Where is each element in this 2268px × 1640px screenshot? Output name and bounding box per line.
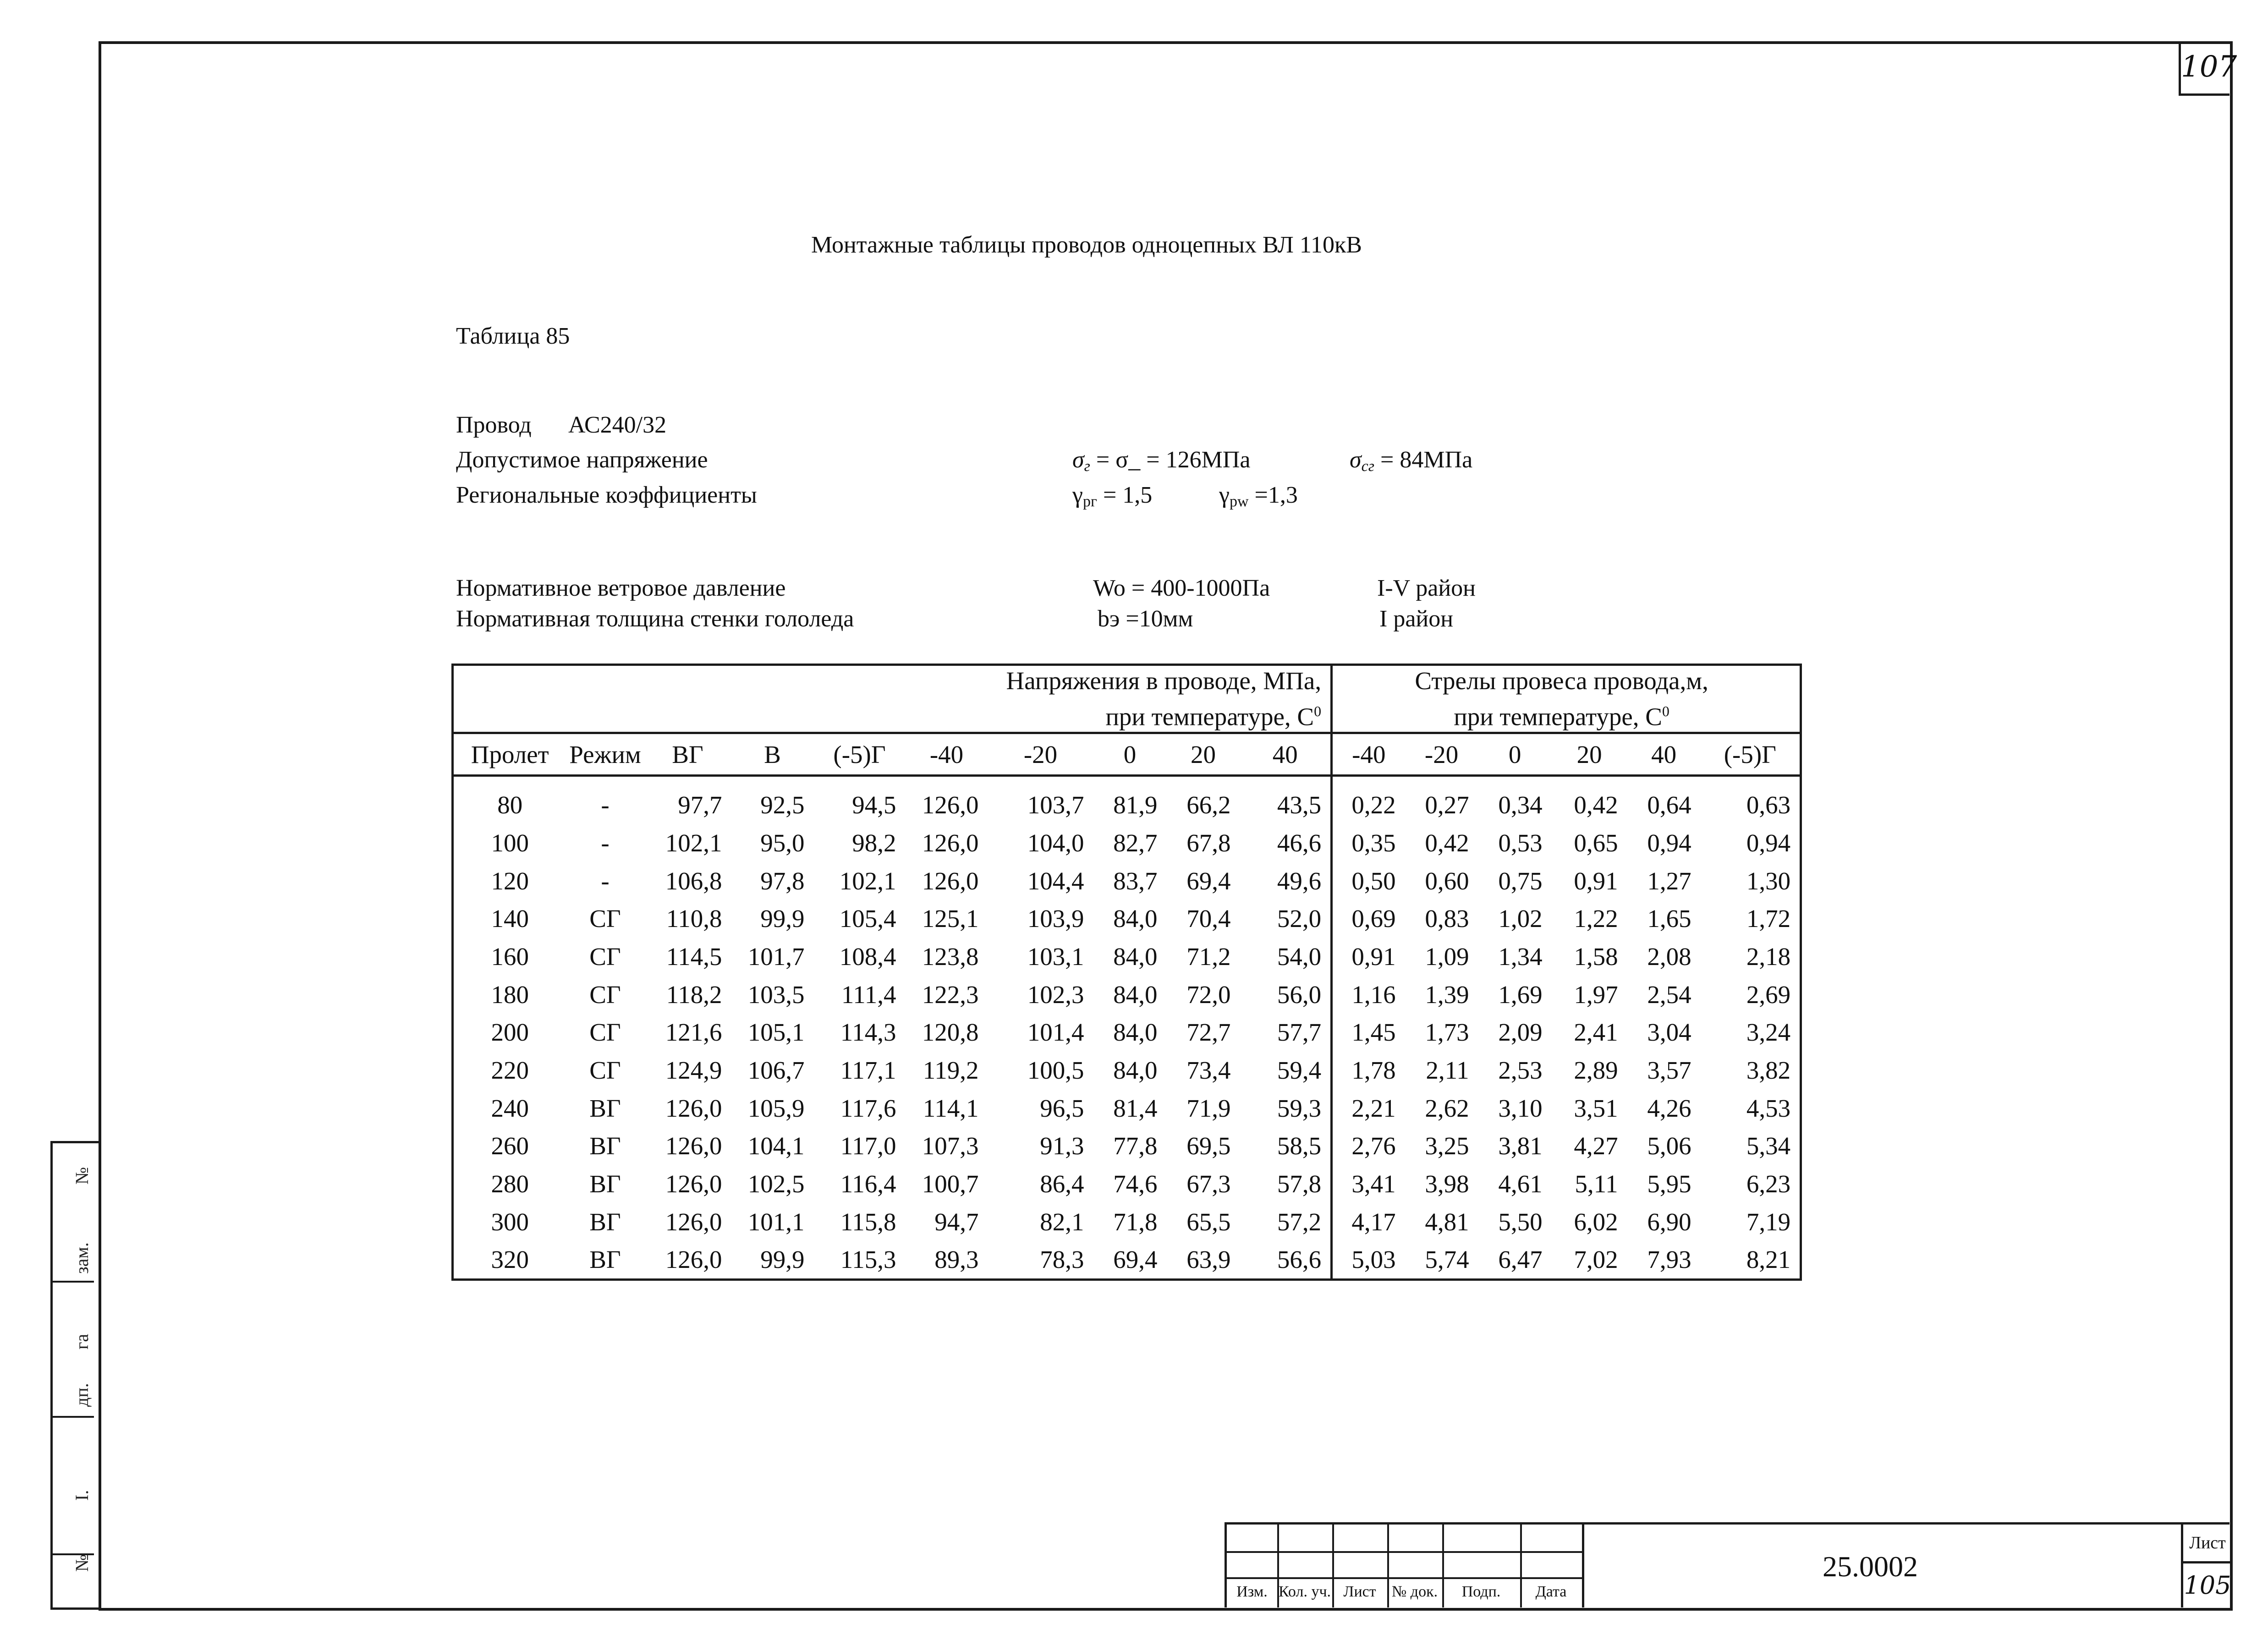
table-cell: 125,1 [922,905,979,933]
table-cell: 54,0 [1240,938,1332,976]
sag-group-line1: Стрелы провеса провода,м, [1415,667,1708,695]
table-cell: 74,6 [1113,1170,1158,1198]
table-cell: 1,22 [1574,905,1618,933]
table-cell: 6,90 [1647,1207,1691,1236]
table-cell: 240 [491,1094,529,1122]
table-cell: 71,2 [1186,942,1231,971]
table-cell: СГ [589,1056,621,1084]
table-cell: 91,3 [1040,1132,1084,1160]
table-cell: 100,7 [922,1170,979,1198]
table-cell: 66,2 [1186,791,1231,819]
ice-label: Нормативная толщина стенки гололеда [456,606,854,632]
table-cell: 4,17 [1351,1207,1396,1236]
table-cell: 4,27 [1574,1132,1618,1160]
table-cell: - [601,791,610,819]
table-cell: 115,3 [840,1245,896,1274]
table-cell: 69,4 [1186,867,1231,895]
table-cell: 115,8 [840,1207,896,1236]
table-cell: 67,8 [1186,828,1231,857]
table-cell: 160 [491,942,529,971]
table-cell: 46,6 [1240,824,1332,862]
table-cell: 320 [491,1245,529,1274]
table-cell: 2,08 [1647,942,1691,971]
table-cell: 102,3 [1027,980,1084,1009]
table-cell: 49,6 [1240,862,1332,900]
table-cell: 73,4 [1186,1056,1231,1084]
table-cell: 111,4 [841,980,896,1009]
table-cell: 57,8 [1240,1165,1332,1203]
table-cell: 126,0 [922,867,979,895]
table-cell: 5,34 [1746,1132,1791,1160]
table-cell: 0,34 [1498,791,1543,819]
table-cell: 117,1 [840,1056,896,1084]
table-row [453,1127,1801,1165]
tb-label-kol: Кол. уч. [1278,1583,1331,1600]
table-cell: - [601,828,610,857]
table-row [453,938,1801,976]
table-cell: 3,25 [1425,1132,1469,1160]
strip-label-5: I. [71,1490,92,1501]
column-header: 40 [1627,733,1701,776]
table-cell: 300 [491,1207,529,1236]
table-cell: 5,50 [1498,1207,1543,1236]
table-cell: 5,06 [1647,1132,1691,1160]
table-cell: 0,64 [1647,791,1691,819]
table-cell: 104,4 [1027,867,1084,895]
page-title: Монтажные таблицы проводов одноцепных ВЛ 110кВ [811,232,1362,258]
table-cell: 7,93 [1647,1245,1691,1274]
ice-value: bэ =10мм [1098,606,1193,632]
document-number: 25.0002 [1823,1550,1918,1583]
table-cell: 0,94 [1746,828,1791,857]
table-cell: 116,4 [840,1170,896,1198]
wind-label: Нормативное ветровое давление [456,575,786,601]
table-cell: 123,8 [922,942,979,971]
table-cell: 1,58 [1574,942,1618,971]
table-cell: 100 [491,828,529,857]
table-cell: 77,8 [1113,1132,1158,1160]
table-cell: 0,91 [1351,942,1396,971]
table-cell: 1,39 [1425,980,1469,1009]
table-cell: 2,18 [1746,942,1791,971]
table-cell: 0,63 [1746,791,1791,819]
table-cell: 2,41 [1574,1018,1618,1047]
table-cell: 1,02 [1498,905,1543,933]
table-cell: 1,72 [1746,905,1791,933]
table-cell: 5,95 [1647,1170,1691,1198]
table-cell: 118,2 [666,980,722,1009]
table-cell: 70,4 [1186,905,1231,933]
table-cell: 107,3 [922,1132,979,1160]
column-header: -40 [906,733,988,776]
table-cell: 2,69 [1746,980,1791,1009]
table-cell: 4,53 [1746,1094,1791,1122]
table-cell: 92,5 [760,791,805,819]
table-cell: 82,1 [1040,1207,1084,1236]
sag-group-line2: при температуре, $С^0$ [1454,702,1669,731]
stress-group-line2: при температуре, $С^0$ [1105,702,1322,731]
table-cell: 97,7 [678,791,722,819]
table-cell: 103,1 [1027,942,1084,971]
title-block [1225,1522,2230,1607]
table-cell: 101,4 [1027,1018,1084,1047]
column-header: В [731,733,814,776]
table-cell: 83,7 [1113,867,1158,895]
table-cell: 52,0 [1240,900,1332,938]
strip-label-2: зам. [71,1242,92,1274]
table-row [453,900,1801,938]
table-cell: 71,8 [1113,1207,1158,1236]
table-cell: 106,7 [747,1056,805,1084]
column-header: -20 [988,733,1093,776]
table-cell: 3,24 [1746,1018,1791,1047]
table-row [453,1013,1801,1051]
table-cell: 0,75 [1498,867,1543,895]
table-cell: СГ [589,1018,621,1047]
table-cell: 1,69 [1498,980,1543,1009]
table-row [453,862,1801,900]
table-cell: 96,5 [1040,1094,1084,1122]
strip-label-1: № [71,1167,92,1185]
table-cell: 1,34 [1498,942,1543,971]
table-cell: 114,3 [840,1018,896,1047]
table-cell: 117,6 [840,1094,896,1122]
table-cell: 98,2 [852,828,896,857]
page-mark: 107 [2179,41,2230,96]
table-cell: 4,26 [1647,1094,1691,1122]
table-cell: 1,73 [1425,1018,1469,1047]
table-cell: 81,4 [1113,1094,1158,1122]
table-cell: 0,83 [1425,905,1469,933]
table-cell: 63,9 [1186,1245,1231,1274]
table-cell: 4,61 [1498,1170,1543,1198]
table-cell: 3,04 [1647,1018,1691,1047]
table-cell: 2,53 [1498,1056,1543,1084]
table-cell: 94,5 [852,791,896,819]
coef-formula-1: $\gamma_{pг} = 1,5$ [1072,482,1153,510]
table-row [453,824,1801,862]
table-cell: 84,0 [1113,1056,1158,1084]
table-cell: 106,8 [665,867,722,895]
table-cell: 140 [491,905,529,933]
table-cell: 95,0 [760,828,805,857]
strip-label-6: № [71,1554,92,1572]
table-cell: 103,5 [747,980,805,1009]
table-cell: 114,1 [923,1094,979,1122]
stress-formula-2: $\sigma_{сг} = 84МПа$ [1350,447,1473,475]
table-cell: 8,21 [1746,1245,1791,1274]
table-cell: 3,10 [1498,1094,1543,1122]
margin-strip [50,1141,101,1610]
table-cell: 82,7 [1113,828,1158,857]
stress-group-line1: Напряжения в проводе, МПа, [1006,667,1322,695]
sheet-box [2181,1525,2232,1607]
table-cell: СГ [589,942,621,971]
table-cell: - [601,867,610,895]
table-cell: 0,91 [1574,867,1618,895]
table-cell: 56,6 [1240,1241,1332,1280]
table-cell: 72,7 [1186,1018,1231,1047]
table-cell: 4,81 [1425,1207,1469,1236]
table-cell: 86,4 [1040,1170,1084,1198]
tb-label-date: Дата [1535,1583,1567,1600]
table-cell: 3,82 [1746,1056,1791,1084]
table-cell: ВГ [589,1245,621,1274]
column-header: -40 [1332,733,1405,776]
table-cell: 99,9 [760,905,805,933]
table-cell: СГ [589,980,621,1009]
column-header: Режим [566,733,644,776]
table-cell: 0,94 [1647,828,1691,857]
column-header: (-5)Г [814,733,906,776]
table-cell: 0,60 [1425,867,1469,895]
table-cell: 6,47 [1498,1245,1543,1274]
strip-label-4: дп. [71,1383,92,1407]
table-cell: 114,5 [666,942,722,971]
table-cell: ВГ [589,1207,621,1236]
table-cell: 69,5 [1186,1132,1231,1160]
table-cell: 1,27 [1647,867,1691,895]
table-cell: 57,2 [1240,1203,1332,1241]
tb-label-izm: Изм. [1236,1583,1268,1600]
table-cell: 5,74 [1425,1245,1469,1274]
wind-value: Wo = 400-1000Па [1093,575,1270,601]
stress-formula: $\sigma_г$ = σ_ = 126МПа [1072,447,1251,475]
table-cell: 1,65 [1647,905,1691,933]
table-cell: 2,11 [1426,1056,1469,1084]
column-header: 20 [1167,733,1240,776]
table-cell: 1,45 [1351,1018,1396,1047]
table-row [453,1051,1801,1089]
table-cell: 65,5 [1186,1207,1231,1236]
table-label: Таблица 85 [456,323,570,349]
stress-label: Допустимое напряжение [456,447,708,473]
table-cell: 2,89 [1574,1056,1618,1084]
table-row [453,776,1801,824]
table-cell: 0,42 [1425,828,1469,857]
table-cell: 260 [491,1132,529,1160]
strip-label-3: га [71,1333,92,1349]
table-cell: 59,4 [1240,1051,1332,1089]
sheet-number: 105 [2184,1571,2231,1600]
table-cell: 0,69 [1351,905,1396,933]
table-cell: 5,03 [1351,1245,1396,1274]
table-cell: 2,76 [1351,1132,1396,1160]
table-cell: 97,8 [760,867,805,895]
table-cell: 0,65 [1574,828,1618,857]
table-cell: 2,62 [1425,1094,1469,1122]
table-cell: 126,0 [665,1094,722,1122]
table-cell: 78,3 [1040,1245,1084,1274]
table-cell: 1,16 [1351,980,1396,1009]
table-cell: 119,2 [923,1056,979,1084]
table-cell: 99,9 [760,1245,805,1274]
table-cell: 124,9 [665,1056,722,1084]
table-row [453,1165,1801,1203]
table-cell: 180 [491,980,529,1009]
table-cell: 105,9 [747,1094,805,1122]
table-cell: 0,50 [1351,867,1396,895]
table-cell: 80 [497,791,523,819]
column-header: (-5)Г [1701,733,1801,776]
table-cell: 3,81 [1498,1132,1543,1160]
table-cell: 7,02 [1574,1245,1618,1274]
table-cell: 126,0 [922,828,979,857]
table-cell: 104,0 [1027,828,1084,857]
table-cell: 102,5 [747,1170,805,1198]
table-cell: 81,9 [1113,791,1158,819]
table-cell: 94,7 [934,1207,979,1236]
table-cell: 59,3 [1240,1089,1332,1127]
table-cell: 1,78 [1351,1056,1396,1084]
tb-label-list: Лист [1343,1583,1376,1600]
table-cell: 58,5 [1240,1127,1332,1165]
sheet-label: Лист [2183,1525,2232,1563]
ice-region: I район [1379,606,1454,632]
table-cell: ВГ [589,1094,621,1122]
table-cell: 84,0 [1113,942,1158,971]
table-cell: 1,97 [1574,980,1618,1009]
table-cell: 2,54 [1647,980,1691,1009]
coef-formula-2: $\gamma_{pw} =1,3$ [1219,482,1298,510]
installation-table [451,664,1802,1281]
table-cell: 89,3 [934,1245,979,1274]
table-row [453,976,1801,1014]
table-cell: 121,6 [665,1018,722,1047]
table-cell: 110,8 [666,905,722,933]
table-cell: 67,3 [1186,1170,1231,1198]
table-cell: 5,11 [1575,1170,1618,1198]
table-cell: 104,1 [747,1132,805,1160]
table-cell: 3,41 [1351,1170,1396,1198]
table-cell: 102,1 [839,867,896,895]
table-cell: 3,51 [1574,1094,1618,1122]
table-cell: 122,3 [922,980,979,1009]
table-cell: 101,1 [747,1207,805,1236]
table-cell: ВГ [589,1132,621,1160]
table-cell: 1,30 [1746,867,1791,895]
coef-label: Региональные коэффициенты [456,482,757,508]
stress-group-header [453,665,1332,733]
table-cell: 117,0 [840,1132,896,1160]
table-cell: 0,53 [1498,828,1543,857]
table-cell: 43,5 [1240,776,1332,824]
wire-value: АС240/32 [568,412,667,438]
table-cell: 126,0 [665,1170,722,1198]
table-cell: 200 [491,1018,529,1047]
column-header: 0 [1478,733,1552,776]
table-cell: 2,21 [1351,1094,1396,1122]
table-cell: 69,4 [1113,1245,1158,1274]
table-cell: 84,0 [1113,1018,1158,1047]
table-row [453,1241,1801,1280]
table-cell: 120,8 [922,1018,979,1047]
revision-grid [1227,1525,1584,1607]
table-row [453,1089,1801,1127]
table-cell: 0,42 [1574,791,1618,819]
table-cell: 71,9 [1186,1094,1231,1122]
table-cell: 101,7 [747,942,805,971]
table-cell: 56,0 [1240,976,1332,1014]
table-cell: 72,0 [1186,980,1231,1009]
wire-label: Провод [456,412,532,438]
table-cell: 102,1 [665,828,722,857]
table-cell: 0,35 [1351,828,1396,857]
table-cell: 6,02 [1574,1207,1618,1236]
table-cell: 0,27 [1425,791,1469,819]
tb-label-podp: Подп. [1461,1583,1501,1600]
sag-group-header [1332,665,1801,733]
table-cell: 84,0 [1113,980,1158,1009]
table-cell: 120 [491,867,529,895]
table-cell: 126,0 [665,1207,722,1236]
table-row [453,1203,1801,1241]
table-cell: 280 [491,1170,529,1198]
column-header: -20 [1405,733,1478,776]
table-cell: 105,1 [747,1018,805,1047]
table-cell: 126,0 [922,791,979,819]
tb-label-doc: № док. [1391,1583,1438,1600]
table-cell: ВГ [589,1170,621,1198]
column-header: Пролет [453,733,566,776]
table-cell: 57,7 [1240,1013,1332,1051]
column-header: 0 [1093,733,1167,776]
table-cell: 220 [491,1056,529,1084]
column-header: 40 [1240,733,1332,776]
table-cell: 105,4 [839,905,896,933]
table-cell: 103,7 [1027,791,1084,819]
table-cell: 126,0 [665,1132,722,1160]
table-cell: 3,57 [1647,1056,1691,1084]
table-cell: 84,0 [1113,905,1158,933]
table-cell: 108,4 [839,942,896,971]
table-cell: 7,19 [1746,1207,1791,1236]
table-cell: 3,98 [1425,1170,1469,1198]
table-cell: СГ [589,905,621,933]
column-header: ВГ [644,733,731,776]
table-cell: 2,09 [1498,1018,1543,1047]
table-cell: 1,09 [1425,942,1469,971]
table-cell: 6,23 [1746,1170,1791,1198]
table-cell: 126,0 [665,1245,722,1274]
table-cell: 103,9 [1027,905,1084,933]
wind-region: I-V район [1377,575,1476,601]
table-cell: 100,5 [1027,1056,1084,1084]
table-cell: 0,22 [1351,791,1396,819]
column-header: 20 [1552,733,1627,776]
